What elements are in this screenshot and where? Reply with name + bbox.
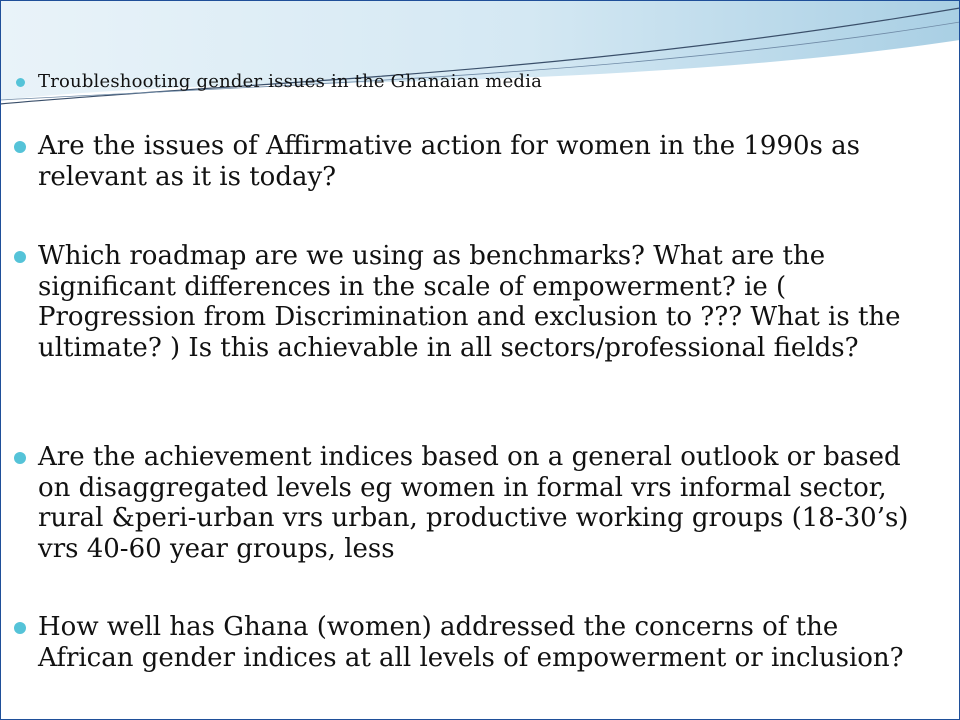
bullet-dot-icon bbox=[14, 251, 26, 263]
bullet-dot-icon bbox=[14, 622, 26, 634]
bullet-text: Are the achievement indices based on a general outlook or based on disaggregated levels eg women in formal vrs informal sector, rural &peri-urban vrs urban, productive working groups (18-30’s) vrs 40-60 year groups, less bbox=[38, 442, 909, 564]
bullet-dot-icon bbox=[16, 78, 25, 87]
bullet-item bbox=[38, 442, 928, 564]
bullet-item bbox=[38, 131, 928, 192]
bullet-text: Are the issues of Affirmative action for women in the 1990s as relevant as it is today? bbox=[38, 131, 860, 192]
bullet-item bbox=[38, 612, 928, 673]
bullet-text: Which roadmap are we using as benchmarks? What are the significant differences in the scale of empowerment? ie ( Progression from Discrimination and exclusion to ??? What is the ultimate? ) Is this achievable in all sectors/professional fields? bbox=[38, 241, 901, 363]
bullet-item-title bbox=[38, 70, 718, 94]
bullet-text: Troubleshooting gender issues in the Ghanaian media bbox=[38, 71, 543, 92]
bullet-dot-icon bbox=[14, 452, 26, 464]
bullet-text: How well has Ghana (women) addressed the concerns of the African gender indices at all levels of empowerment or inclusion? bbox=[38, 612, 904, 673]
bullet-item bbox=[38, 241, 928, 363]
bullet-dot-icon bbox=[14, 141, 26, 153]
